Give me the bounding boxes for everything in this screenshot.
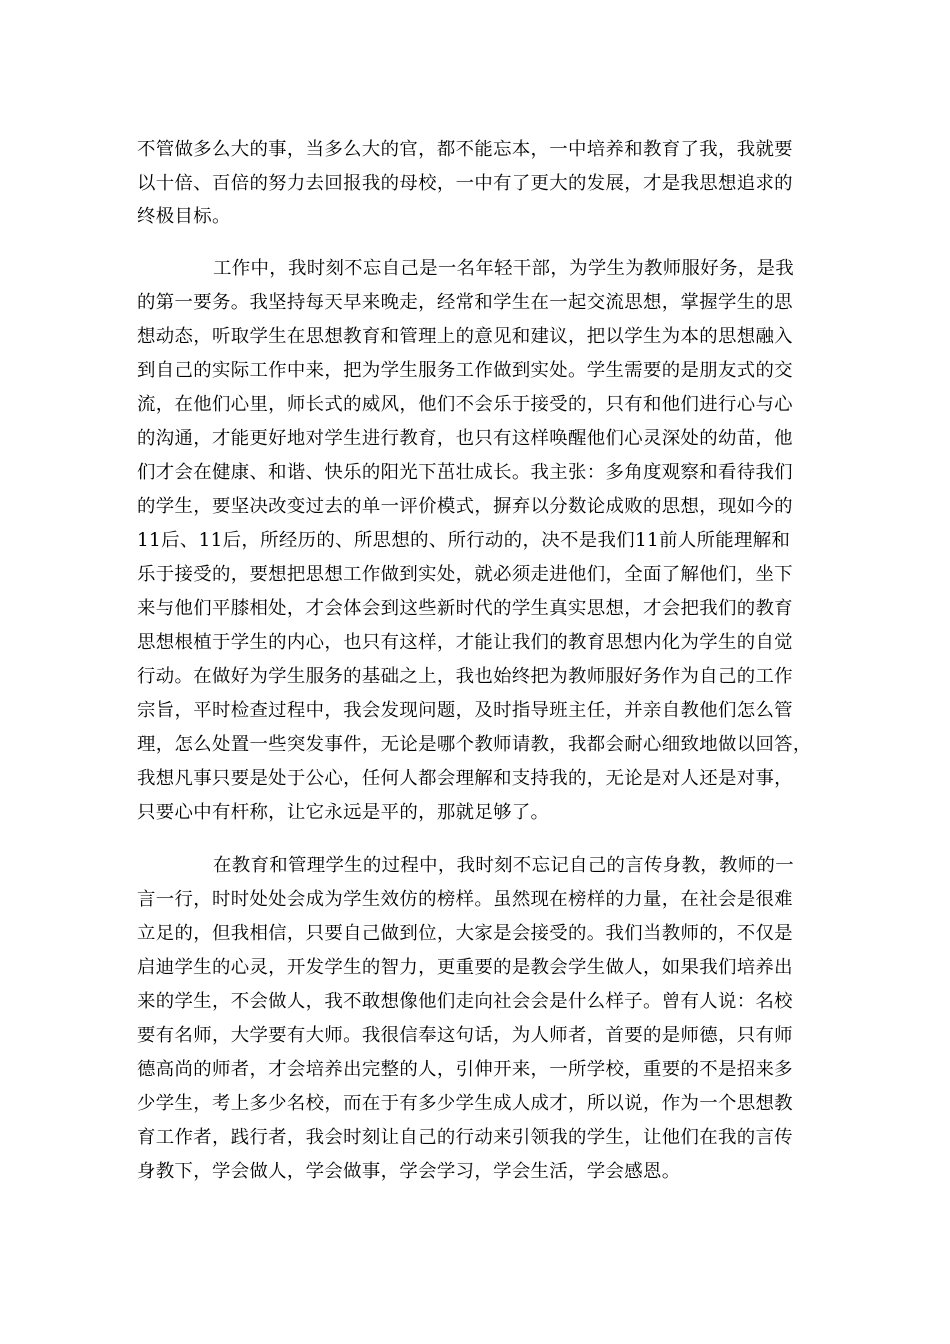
text-line: 言一行，时时处处会成为学生效仿的榜样。虽然现在榜样的力量，在社会是很难 — [137, 889, 793, 910]
text-line: 不管做多么大的事，当多么大的官，都不能忘本，一中培养和教育了我，我就要 — [137, 139, 793, 160]
text-line: 终极目标。 — [137, 206, 231, 227]
text-line: 11后、11后，所经历的、所思想的、所行动的，决不是我们11前人所能理解和 — [137, 530, 791, 551]
text-line: 想动态，听取学生在思想教育和管理上的意见和建议，把以学生为本的思想融入 — [137, 326, 793, 347]
text-line: 到自己的实际工作中来，把为学生服务工作做到实处。学生需要的是朋友式的交 — [137, 360, 793, 381]
text-line: 在教育和管理学生的过程中，我时刻不忘记自己的言传身教，教师的一 — [213, 855, 794, 876]
text-line: 以十倍、百倍的努力去回报我的母校，一中有了更大的发展，才是我思想追求的 — [137, 173, 793, 194]
text-line: 的第一要务。我坚持每天早来晚走，经常和学生在一起交流思想，掌握学生的思 — [137, 292, 793, 313]
text-line: 宗旨，平时检查过程中，我会发现问题，及时指导班主任，并亲自教他们怎么管 — [137, 700, 793, 721]
text-line: 我想凡事只要是处于公心，任何人都会理解和支持我的，无论是对人还是对事， — [137, 768, 793, 789]
text-line: 要有名师，大学要有大师。我很信奉这句话，为人师者，首要的是师德，只有师 — [137, 1025, 793, 1046]
text-line: 德高尚的师者，才会培养出完整的人，引伸开来，一所学校，重要的不是招来多 — [137, 1059, 793, 1080]
text-line: 的沟通，才能更好地对学生进行教育，也只有这样唤醒他们心灵深处的幼苗，他 — [137, 428, 793, 449]
text-line: 们才会在健康、和谐、快乐的阳光下茁壮成长。我主张：多角度观察和看待我们 — [137, 462, 793, 483]
text-line: 的学生，要坚决改变过去的单一评价模式，摒弃以分数论成败的思想，现如今的 — [137, 496, 793, 517]
text-line: 来与他们平膝相处，才会体会到这些新时代的学生真实思想，才会把我们的教育 — [137, 598, 793, 619]
text-line: 身教下，学会做人，学会做事，学会学习，学会生活，学会感恩。 — [137, 1161, 681, 1182]
text-line: 流，在他们心里，师长式的威风，他们不会乐于接受的，只有和他们进行心与心 — [137, 394, 793, 415]
text-line: 立足的，但我相信，只要自己做到位，大家是会接受的。我们当教师的，不仅是 — [137, 923, 793, 944]
text-line: 育工作者，践行者，我会时刻让自己的行动来引领我的学生，让他们在我的言传 — [137, 1127, 793, 1148]
text-line: 工作中，我时刻不忘自己是一名年轻干部，为学生为教师服好务，是我 — [213, 258, 794, 279]
text-line: 来的学生，不会做人，我不敢想像他们走向社会会是什么样子。曾有人说：名校 — [137, 991, 793, 1012]
text-line: 行动。在做好为学生服务的基础之上，我也始终把为教师服好务作为自己的工作 — [137, 666, 793, 687]
text-line: 理，怎么处置一些突发事件，无论是哪个教师请教，我都会耐心细致地做以回答， — [137, 734, 812, 755]
text-line: 思想根植于学生的内心，也只有这样，才能让我们的教育思想内化为学生的自觉 — [137, 632, 793, 653]
text-line: 只要心中有杆称，让它永远是平的，那就足够了。 — [137, 802, 550, 823]
text-line: 启迪学生的心灵，开发学生的智力，更重要的是教会学生做人，如果我们培养出 — [137, 957, 793, 978]
text-line: 少学生，考上多少名校，而在于有多少学生成人成才，所以说，作为一个思想教 — [137, 1093, 793, 1114]
text-line: 乐于接受的，要想把思想工作做到实处，就必须走进他们，全面了解他们，坐下 — [137, 564, 793, 585]
